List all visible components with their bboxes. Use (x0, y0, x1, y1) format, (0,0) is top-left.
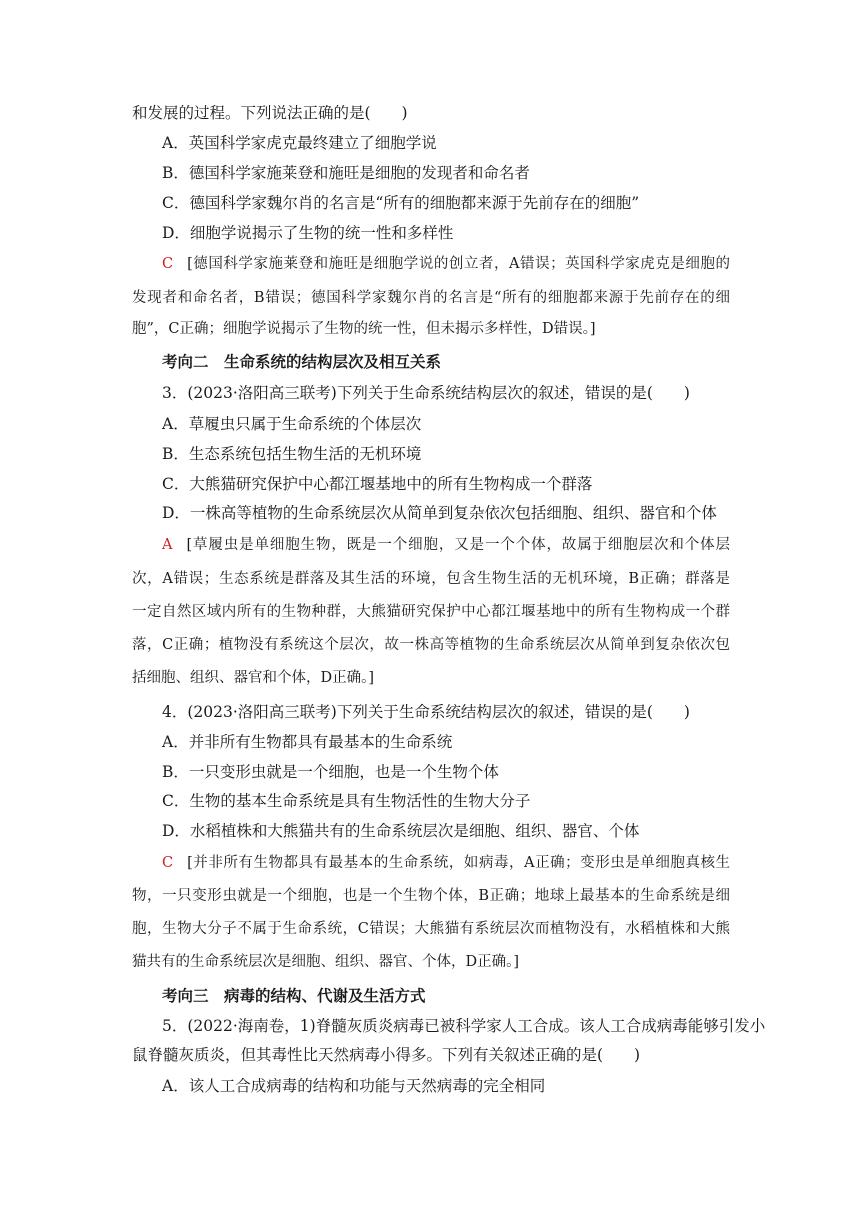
q2-option-b: B．德国科学家施莱登和施旺是细胞的发现者和命名者 (162, 164, 530, 182)
q3-option-d: D．一株高等植物的生命系统层次从简单到复杂依次包括细胞、组织、器官和个体 (162, 504, 717, 522)
question-4-stem: 4．(2023·洛阳高三联考)下列关于生命系统结构层次的叙述，错误的是( ) (162, 703, 690, 721)
q2-explanation-line-2: 发现者和命名者，B错误；德国科学家魏尔肖的名言是“所有的细胞都来源于先前存在的细 (132, 290, 730, 306)
q4-explanation-line-1: C [并非所有生物都具有最基本的生命系统，如病毒，A正确；变形虫是单细胞真核生 (162, 855, 730, 871)
q2-explanation-line-3: 胞”，C正确；细胞学说揭示了生物的统一性，但未揭示多样性，D错误。] (132, 321, 596, 337)
question-5-stem-line-1: 5．(2022·海南卷，1)脊髓灰质炎病毒已被科学家人工合成。该人工合成病毒能够引发小 (162, 1017, 766, 1035)
q5-option-a: A．该人工合成病毒的结构和功能与天然病毒的完全相同 (162, 1077, 546, 1095)
q4-explanation-line-2: 物，一只变形虫就是一个细胞，也是一个生物个体，B正确；地球上最基本的生命系统是细 (132, 888, 730, 904)
section-heading-3: 考向三 病毒的结构、代谢及生活方式 (162, 987, 426, 1005)
section-heading-2: 考向二 生命系统的结构层次及相互关系 (162, 353, 442, 371)
q2-option-d: D．细胞学说揭示了生物的统一性和多样性 (162, 224, 454, 242)
q3-option-b: B．生态系统包括生物生活的无机环境 (162, 445, 422, 463)
q4-option-c: C．生物的基本生命系统是具有生物活性的生物大分子 (162, 792, 531, 810)
question-3-stem: 3．(2023·洛阳高三联考)下列关于生命系统结构层次的叙述，错误的是( ) (162, 384, 690, 402)
q2-explanation-line-1: C [德国科学家施莱登和施旺是细胞学说的创立者，A错误；英国科学家虎克是细胞的 (162, 256, 730, 272)
q4-option-b: B．一只变形虫就是一个细胞，也是一个生物个体 (162, 763, 499, 781)
q3-explanation-line-2: 次，A错误；生态系统是群落及其生活的环境，包含生物生活的无机环境，B正确；群落是 (132, 571, 730, 587)
q3-explanation-line-3: 一定自然区域内所有的生物种群，大熊猫研究保护中心都江堰基地中的所有生物构成一个群 (132, 604, 730, 620)
q4-option-a: A．并非所有生物都具有最基本的生命系统 (162, 733, 453, 751)
q3-explanation-line-1: A [草履虫是单细胞生物，既是一个细胞，又是一个个体，故属于细胞层次和个体层 (162, 537, 730, 553)
q4-answer: C (162, 855, 174, 871)
q3-option-c: C．大熊猫研究保护中心都江堰基地中的所有生物构成一个群落 (162, 475, 593, 493)
question-2-stem-end: 和发展的过程。下列说法正确的是( ) (132, 104, 408, 122)
q4-explanation-line-4: 猫共有的生命系统层次是细胞、组织、器官、个体，D正确。] (132, 954, 520, 970)
q4-option-d: D．水稻植株和大熊猫共有的生命系统层次是细胞、组织、器官、个体 (162, 822, 640, 840)
question-5-stem-line-2: 鼠脊髓灰质炎，但其毒性比天然病毒小得多。下列有关叙述正确的是( ) (132, 1046, 641, 1064)
q2-answer: C (162, 256, 174, 272)
q3-explanation-line-5: 括细胞、组织、器官和个体，D正确。] (132, 670, 375, 686)
q3-option-a: A．草履虫只属于生命系统的个体层次 (162, 415, 422, 433)
q3-answer: A (162, 537, 173, 553)
q4-explanation-line-3: 胞，生物大分子不属于生命系统，C错误；大熊猫有系统层次而植物没有，水稻植株和大熊 (132, 921, 730, 937)
q3-explanation-line-4: 落，C正确；植物没有系统这个层次，故一株高等植物的生命系统层次从简单到复杂依次包 (132, 637, 730, 653)
q2-option-c: C．德国科学家魏尔肖的名言是“所有的细胞都来源于先前存在的细胞” (162, 194, 640, 212)
q2-option-a: A．英国科学家虎克最终建立了细胞学说 (162, 134, 437, 152)
